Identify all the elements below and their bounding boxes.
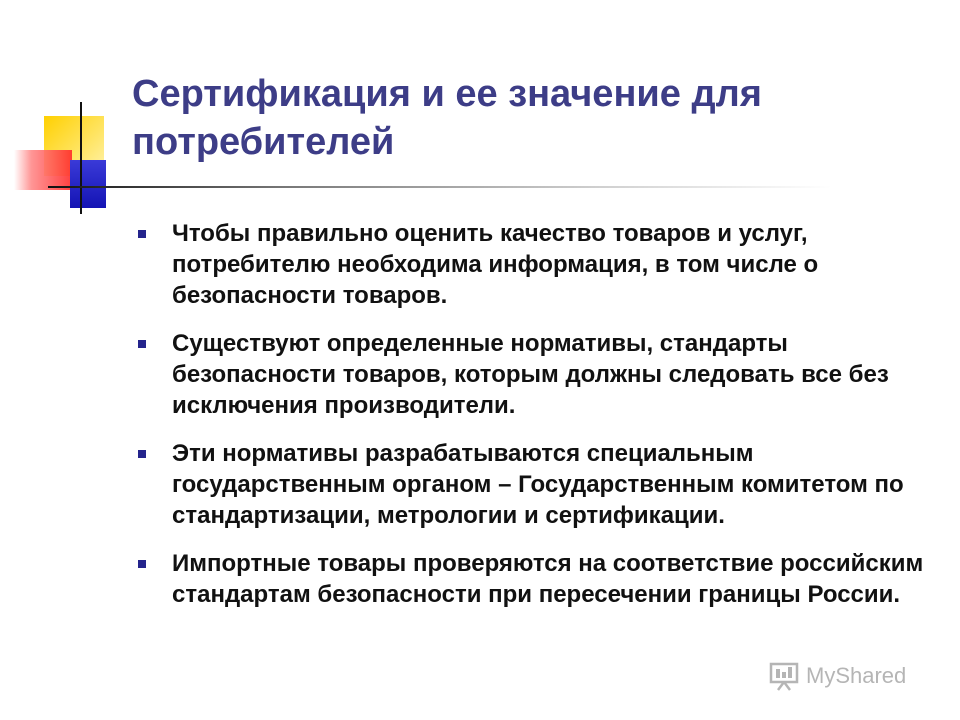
bullet-text: Существуют определенные нормативы, стандарты безопасности товаров, которым должны следовать все без исключения производители. [172,330,889,419]
watermark [768,660,938,692]
decorative-blue-square [70,160,106,208]
square-bullet-icon [138,450,146,458]
bullet-item [138,438,928,531]
bullet-text: Чтобы правильно оценить качество товаров и услуг, потребителю необходима информация, в том числе о безопасности товаров. [172,220,819,309]
watermark-text: MyShared [806,663,907,688]
square-bullet-icon [138,340,146,348]
slide-title: Сертификация и ее значение для потребителей [132,73,762,163]
decorative-vertical-line [80,102,82,214]
bullet-text: Эти нормативы разрабатываются специальным государственным органом – Государственным комитетом по стандартизации, метрологии и сертификации. [172,440,904,529]
bullet-text: Импортные товары проверяются на соответствие российским стандартам безопасности при пересечении границы России. [172,550,924,608]
bullet-item [138,548,928,610]
decorative-red-square [14,150,72,190]
title-underline [48,186,832,188]
bullet-list [138,218,928,627]
presentation-board-icon [768,661,800,691]
bullet-item [138,218,928,311]
bullet-item [138,328,928,421]
square-bullet-icon [138,230,146,238]
square-bullet-icon [138,560,146,568]
